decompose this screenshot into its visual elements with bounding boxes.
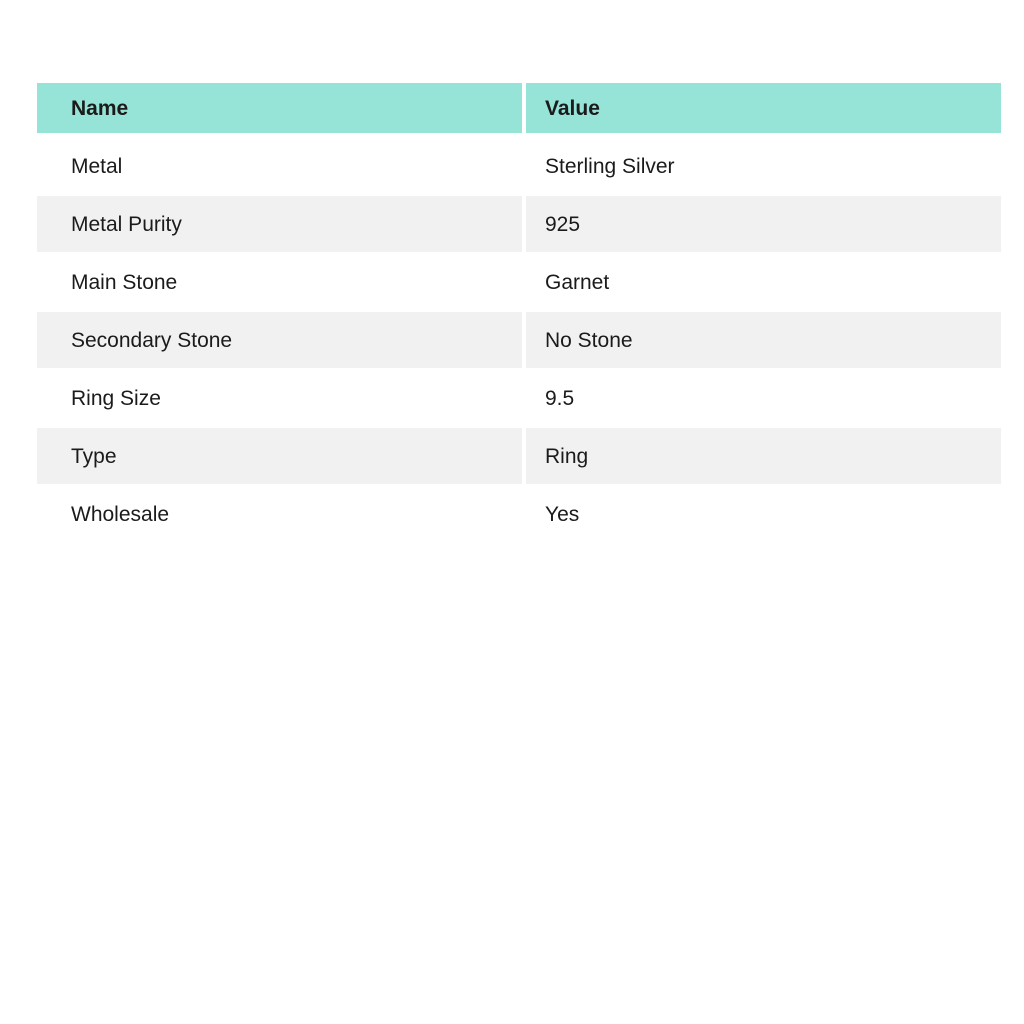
table-row	[37, 428, 1001, 484]
attribute-name-cell: Wholesale	[37, 486, 522, 542]
column-header-name: Name	[37, 83, 522, 136]
attribute-value-cell: 9.5	[526, 370, 1001, 426]
attribute-value-cell: No Stone	[526, 312, 1001, 368]
attribute-name-cell: Secondary Stone	[37, 312, 522, 368]
attribute-value-cell: 925	[526, 196, 1001, 252]
table-row	[37, 254, 1001, 310]
attribute-name-cell: Metal Purity	[37, 196, 522, 252]
table-row	[37, 486, 1001, 542]
attribute-name-cell: Ring Size	[37, 370, 522, 426]
table-row	[37, 196, 1001, 252]
attribute-name-cell: Main Stone	[37, 254, 522, 310]
attribute-name-cell: Metal	[37, 138, 522, 194]
attribute-value-cell: Garnet	[526, 254, 1001, 310]
table-row	[37, 312, 1001, 368]
table-row	[37, 370, 1001, 426]
attribute-value-cell: Sterling Silver	[526, 138, 1001, 194]
attribute-value-cell: Yes	[526, 486, 1001, 542]
table-head	[37, 83, 1001, 136]
attribute-value-cell: Ring	[526, 428, 1001, 484]
table-body	[37, 138, 1001, 542]
table-row	[37, 138, 1001, 194]
column-header-value: Value	[526, 83, 1001, 136]
attributes-table	[33, 81, 1005, 544]
attribute-name-cell: Type	[37, 428, 522, 484]
table-header-row	[37, 83, 1001, 136]
